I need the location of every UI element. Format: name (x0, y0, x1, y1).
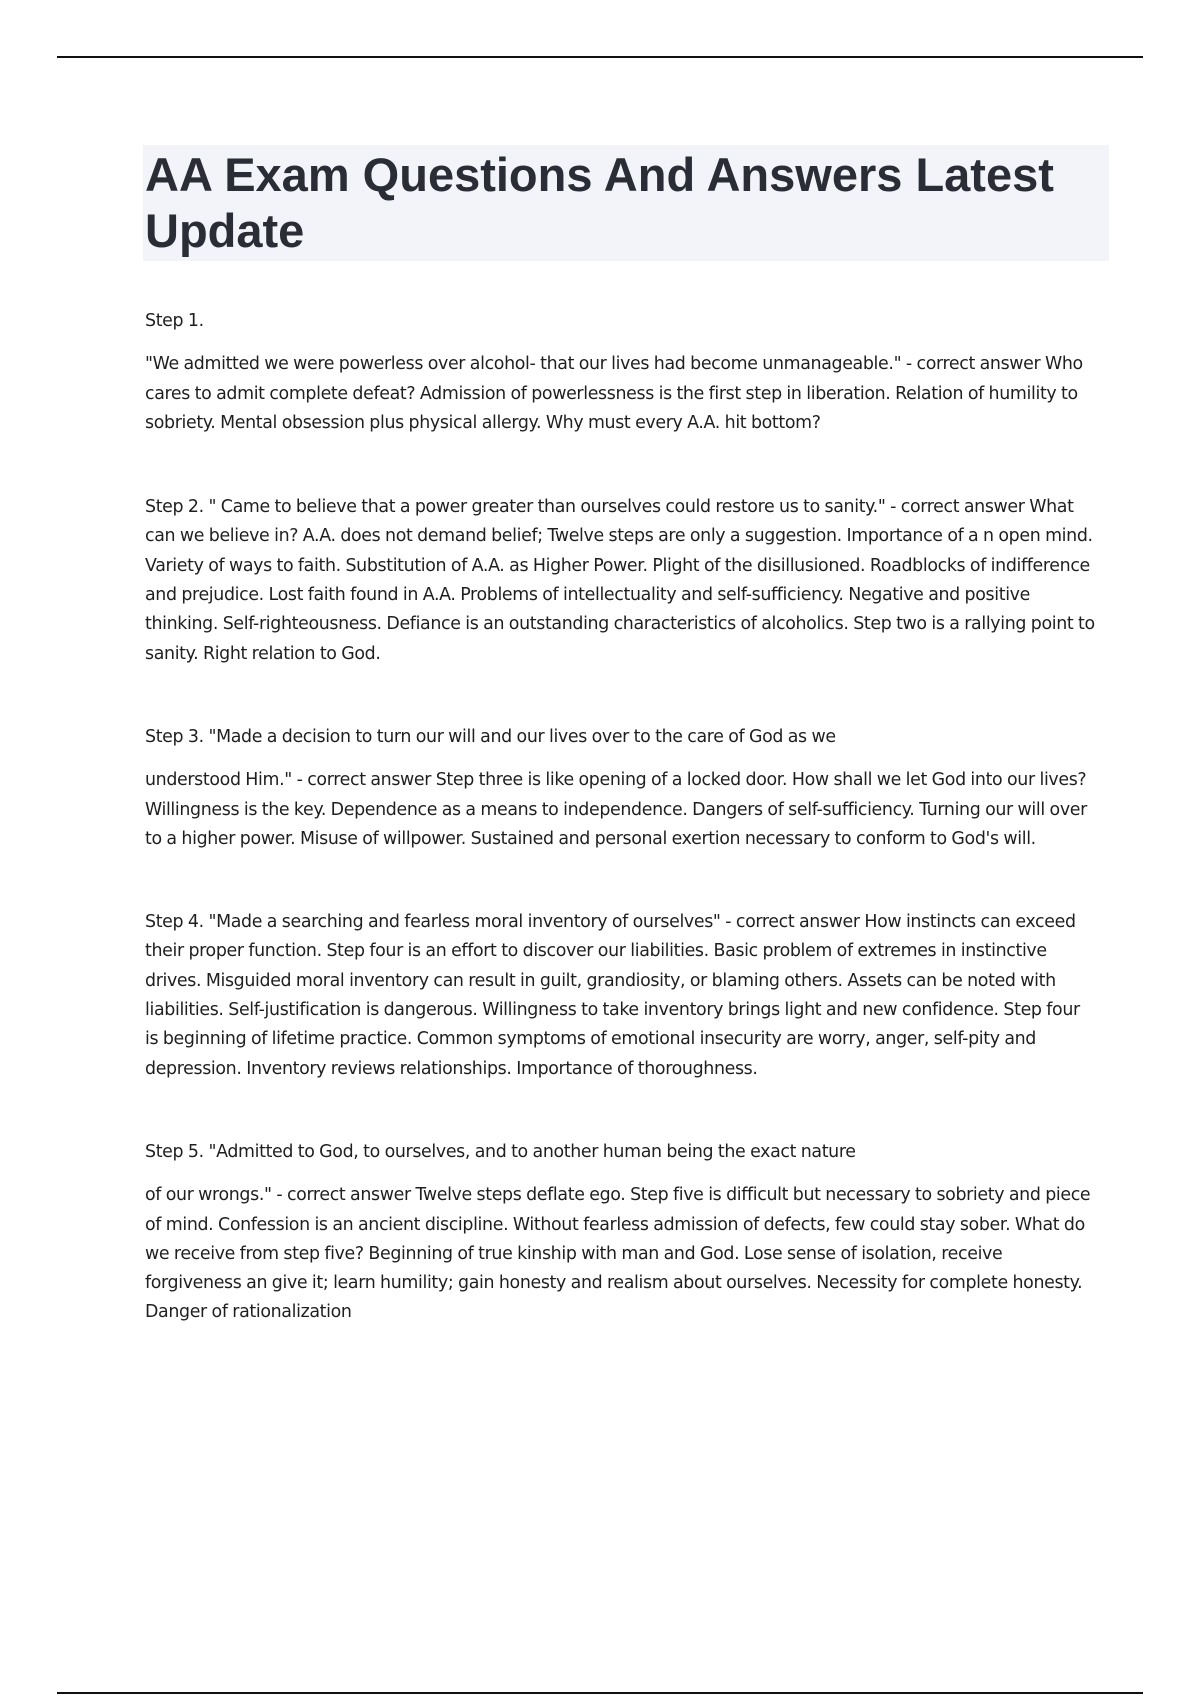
title-banner (143, 145, 1109, 261)
step-2-answer: Step 2. " Came to believe that a power greater than ourselves could restore us to sanity." - correct answer What can we believe in? A.A. does not demand belief; Twelve steps are only a suggestion. Importance of a n open mind. Variety of ways to faith. Substitution of A.A. as Higher Power. Plight of the disillusioned. Roadblocks of indifference and prejudice. Lost faith found in A.A. Problems of intellectuality and self-sufficiency. Negative and positive thinking. Self-righteousness. Defiance is an outstanding characteristics of alcoholics. Step two is a rallying point to sanity. Right relation to God. (145, 497, 1095, 664)
step-4-answer: Step 4. "Made a searching and fearless moral inventory of ourselves" - correct answer How instincts can exceed their proper function. Step four is an effort to discover our liabilities. Basic problem of extremes in instinctive drives. Misguided moral inventory can result in guilt, grandiosity, or blaming others. Assets can be noted with liabilities. Self-justification is dangerous. Willingness to take inventory brings light and new confidence. Step four is beginning of lifetime practice. Common symptoms of emotional insecurity are worry, anger, self-pity and depression. Inventory reviews relationships. Importance of thoroughness. (145, 912, 1080, 1079)
top-divider (57, 56, 1143, 58)
document-title: AA Exam Questions And Answers Latest Update (145, 148, 1054, 257)
document-content (145, 145, 1095, 1328)
step-1-label: Step 1. (145, 311, 204, 331)
step-3-heading: Step 3. "Made a decision to turn our will and our lives over to the care of God as we (145, 726, 836, 747)
step-1-answer: "We admitted we were powerless over alcohol- that our lives had become unmanageable." - correct answer Who cares to admit complete defeat? Admission of powerlessness is the first step in liberation. Relation of humility to sobriety. Mental obsession plus physical allergy. Why must every A.A. hit bottom? (145, 354, 1083, 433)
step-3-answer: understood Him." - correct answer Step three is like opening of a locked door. How shall we let God into our lives? Willingness is the key. Dependence as a means to independence. Dangers of self-sufficiency. Turning our will over to a higher power. Misuse of willpower. Sustained and personal exertion necessary to conform to God's will. (145, 770, 1087, 849)
step-5-answer: of our wrongs." - correct answer Twelve steps deflate ego. Step five is difficult but necessary to sobriety and piece of mind. Confession is an ancient discipline. Without fearless admission of defects, few could stay sober. What do we receive from step five? Beginning of true kinship with man and God. Lose sense of isolation, receive forgiveness an give it; learn humility; gain honesty and realism about ourselves. Necessity for complete honesty. Danger of rationalization (145, 1185, 1091, 1323)
step-5-heading: Step 5. "Admitted to God, to ourselves, and to another human being the exact nature (145, 1141, 856, 1162)
bottom-divider (57, 1692, 1143, 1694)
